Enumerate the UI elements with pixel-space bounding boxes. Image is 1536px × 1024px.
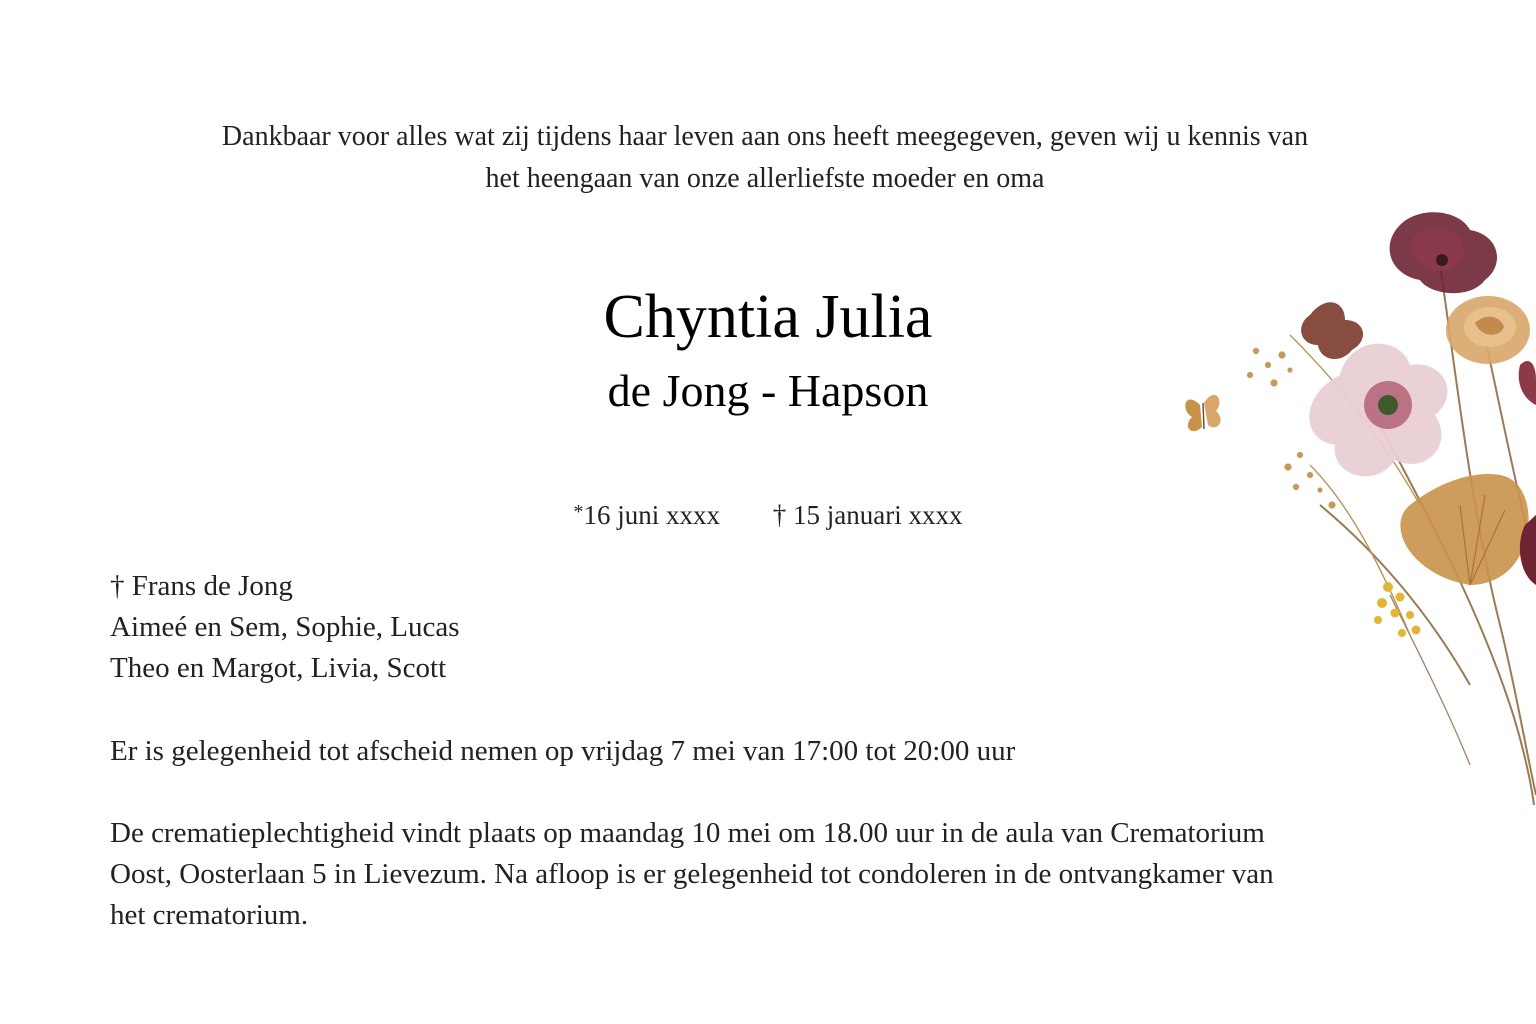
birth-date: 16 juni xxxx bbox=[583, 500, 721, 530]
family-line: Aimeé en Sem, Sophie, Lucas bbox=[110, 611, 460, 643]
ceremony-info bbox=[110, 813, 1410, 936]
intro-line-1: Dankbaar voor alles wat zij tijdens haar leven aan ons heeft meegegeven, geven wij u kennis van bbox=[221, 121, 1309, 152]
death-cross-icon: † bbox=[772, 500, 787, 530]
ceremony-line: De crematieplechtigheid vindt plaats op maandag 10 mei om 18.00 uur in de aula van Crematorium bbox=[110, 817, 1265, 849]
butterfly-icon bbox=[1185, 395, 1220, 431]
deceased-surname: de Jong - Hapson bbox=[607, 365, 929, 416]
ceremony-line: het crematorium. bbox=[110, 899, 309, 931]
dark-petal bbox=[1519, 361, 1536, 585]
family-line: Theo en Margot, Livia, Scott bbox=[110, 652, 447, 684]
peach-rose bbox=[1446, 296, 1530, 364]
death-date-group bbox=[773, 500, 963, 530]
intro-line-2: het heengaan van onze allerliefste moeder en oma bbox=[485, 163, 1045, 194]
flower-bouquet-illustration bbox=[1170, 205, 1536, 805]
pink-anemone bbox=[1309, 344, 1447, 477]
family-line: † Frans de Jong bbox=[110, 570, 293, 602]
death-date: 15 januari xxxx bbox=[793, 500, 963, 530]
burgundy-poppy bbox=[1390, 212, 1497, 293]
ginkgo-leaf bbox=[1400, 474, 1528, 585]
birth-date-group bbox=[574, 500, 721, 530]
yellow-flower-cluster bbox=[1374, 582, 1421, 637]
birth-star-icon: * bbox=[573, 501, 584, 523]
ceremony-line: Oost, Oosterlaan 5 in Lievezum. Na afloop is er gelegenheid tot condoleren in de ontvangkamer van bbox=[110, 858, 1274, 890]
intro-text bbox=[120, 116, 1410, 200]
deceased-first-names: Chyntia Julia bbox=[603, 283, 933, 351]
farewell-info: Er is gelegenheid tot afscheid nemen op vrijdag 7 mei van 17:00 tot 20:00 uur bbox=[110, 735, 1016, 767]
brown-blossom bbox=[1301, 302, 1363, 359]
family-list bbox=[110, 566, 460, 689]
